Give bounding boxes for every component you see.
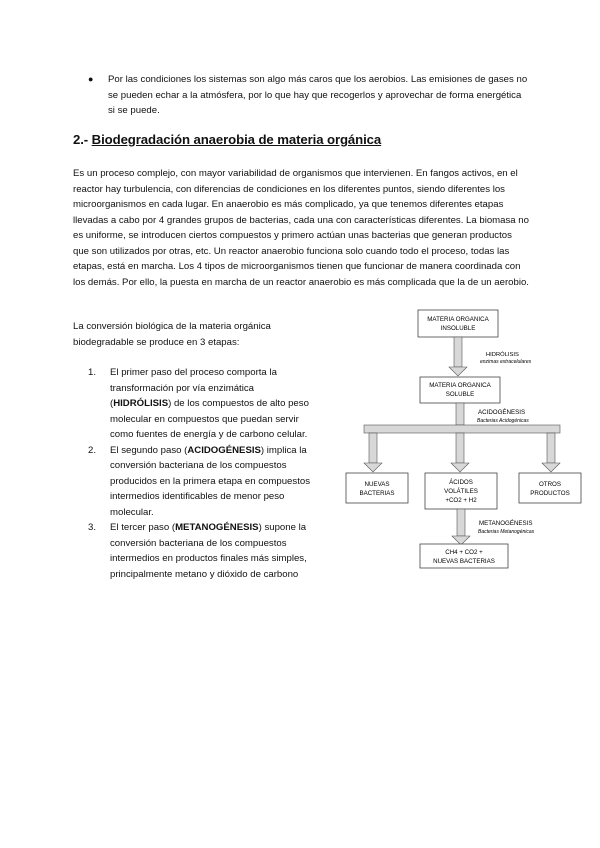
arrow-hidrolisis: [449, 337, 467, 376]
box-materia-insoluble: [418, 310, 498, 337]
box-otros-productos: [519, 473, 581, 503]
step-number: 1.: [88, 367, 97, 378]
intro-paragraph: La conversión biológica de la materia orgánica biodegradable se produce en 3 etapas:: [73, 321, 271, 348]
step-keyword: METANOGÉNESIS: [175, 522, 259, 533]
box-label: MATERIA ORGANICA: [427, 316, 489, 323]
box-label: NUEVAS: [364, 481, 390, 488]
step-text: ) de los compuestos de alto peso molecular en compuestos que puedan servir como fuentes de energía y de carbono celular.: [110, 398, 309, 440]
label-metanogenesis-sub: Bacterias Metanogénicas: [478, 529, 535, 535]
step-text: ) implica la conversión bacteriana de los compuestos producidos en la primera etapa en compuestos intermedios identificables de menor peso molecular.: [110, 444, 310, 518]
box-acidos-volatiles: [425, 473, 497, 509]
arrow-acidogenesis-stem: [456, 403, 464, 425]
box-label: OTROS: [538, 481, 562, 488]
box-final-productos: [420, 544, 508, 568]
box-label: ÁCIDOS: [449, 479, 473, 486]
bullet-dot-icon: ●: [88, 74, 94, 84]
arrow-right: [542, 433, 560, 472]
box-label: PRODUCTOS: [530, 490, 570, 497]
label-acidogenesis: ACIDOGÉNESIS: [478, 409, 526, 416]
step-keyword: ACIDOGÉNESIS: [187, 444, 261, 456]
box-materia-soluble: [420, 377, 500, 403]
label-hidrolisis: HIDRÓLISIS: [486, 352, 519, 358]
label-hidrolisis-sub: enzimas extracelulares: [480, 359, 532, 365]
bullet-text: Por las condiciones los sistemas son algo más caros que los aerobios. Las emisiones de gases no se pueden echar a la atmósfera, por lo que hay que recogerlos y aprovechar de forma energética si se puede.: [108, 74, 528, 116]
step-number: 2.: [88, 444, 97, 456]
box-label: BACTERIAS: [359, 490, 395, 497]
distribution-bar: [364, 425, 560, 433]
arrow-metanogenesis: [452, 509, 470, 545]
box-label: VOLÁTILES: [444, 488, 478, 495]
body-paragraph: Es un proceso complejo, con mayor variabilidad de organismos que intervienen. En fangos activos, en el reactor hay turbulencia, con diferencias de condiciones en los diferentes puntos, siendo diferentes los microorganismos en cada lugar. En anaerobio es más complicado, ya que tenemos diferentes etapas llevadas a cabo por 4 grandes grupos de bacterias, cada una con características diferentes. La biomasa no es uniforme, se introducen ciertos compuestos y primero actúan unas bacterias que generan productos que son utilizados por otras, etc. Un reactor anaerobio funciona solo cuando todo el proceso, todas las etapas, está en marcha. Los 4 tipos de microorganismos tienen que funcionar de manera coordinada con los demás. Por ello, la puesta en marcha de un reactor anaerobio es más complicada que la de un aerobio.: [73, 168, 529, 288]
box-label: MATERIA ORGANICA: [429, 382, 491, 389]
arrow-middle: [451, 433, 469, 472]
box-label: INSOLUBLE: [440, 325, 476, 332]
step-keyword: HIDRÓLISIS: [113, 398, 169, 409]
box-label: NUEVAS BACTERIAS: [433, 558, 495, 565]
step-text: El tercer paso (: [110, 522, 176, 533]
label-acidogenesis-sub: Bacterias Acidogénicas: [477, 418, 529, 424]
section-number: 2.-: [73, 132, 89, 147]
box-nuevas-bacterias: [346, 473, 408, 503]
box-label: +CO2 + H2: [445, 497, 477, 504]
box-label: CH4 + CO2 +: [445, 549, 483, 556]
label-metanogenesis: METANOGÉNESIS: [479, 520, 533, 527]
step-number: 3.: [88, 522, 97, 533]
arrow-left: [364, 433, 382, 472]
step-text: El segundo paso (: [110, 444, 188, 456]
section-title: Biodegradación anaerobia de materia orgánica: [91, 132, 382, 147]
box-label: SOLUBLE: [445, 391, 475, 398]
step-text: El primer paso del proceso comporta la transformación por vía enzimática (: [110, 367, 277, 409]
step-text: ) supone la conversión bacteriana de los compuestos intermedios en productos finales más simples, principalmente metano y dióxido de carbono: [110, 522, 307, 580]
